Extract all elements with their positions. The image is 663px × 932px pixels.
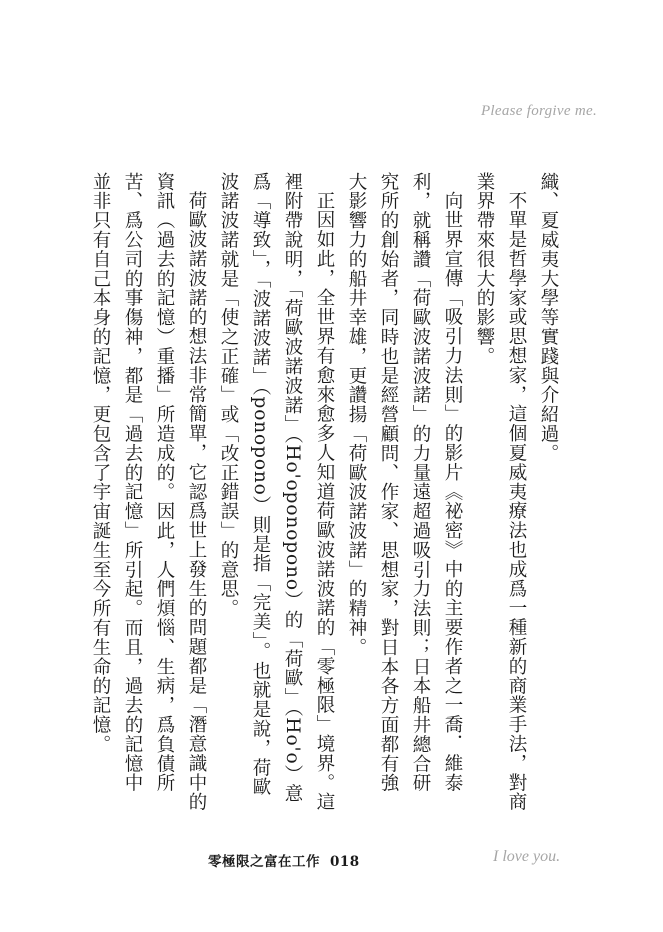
header-tagline: Please forgive me. — [480, 103, 597, 119]
paragraph: 向世界宣傳「吸引力法則」的影片《祕密》中的主要作者之一喬．維泰利，就稱讚「荷歐波諾波諾」的力量遠超過吸引力法則；日本船井總合研究所的創始者，同時也是經營顧問、作家、思想家，對日本各方面都有強大影響力的船井幸雄，更讚揚「荷歐波諾波諾」的精神。 — [346, 172, 463, 793]
page-number: 018 — [330, 854, 360, 870]
paragraph: 不單是哲學家或思想家，這個夏威夷療法也成爲一種新的商業手法，對商業界帶來很大的影響。 — [474, 172, 527, 812]
page-footer — [0, 848, 663, 876]
body-text — [78, 172, 564, 812]
paragraph-continuation: 織、夏威夷大學等實踐與介紹過。 — [538, 172, 559, 463]
paragraph: 荷歐波諾波諾的想法非常簡單，它認爲世上發生的問題都是「潛意識中的資訊（過去的記憶）重播」所造成的。因此，人們煩惱、生病，爲負債所苦、爲公司的事傷神，都是「過去的記憶」所引起。而且，過去的記憶中並非只有自己本身的記憶，更包含了宇宙誕生至今所有生命的記憶。 — [90, 172, 207, 812]
folio — [208, 850, 360, 870]
paragraph: 正因如此，全世界有愈來愈多人知道荷歐波諾波諾的「零極限」境界。這裡附帶說明，「荷歐波諾波諾」（Ho'oponopono）的「荷歐」（Ho'o）意爲「導致」，「波諾波諾」（ponopono）則是指「完美」。也就是說，荷歐波諾波諾就是「使之正確」或「改正錯誤」的意思。 — [218, 172, 335, 812]
footer-tagline: I love you. — [493, 848, 561, 865]
book-title: 零極限之富在工作 — [208, 854, 320, 870]
